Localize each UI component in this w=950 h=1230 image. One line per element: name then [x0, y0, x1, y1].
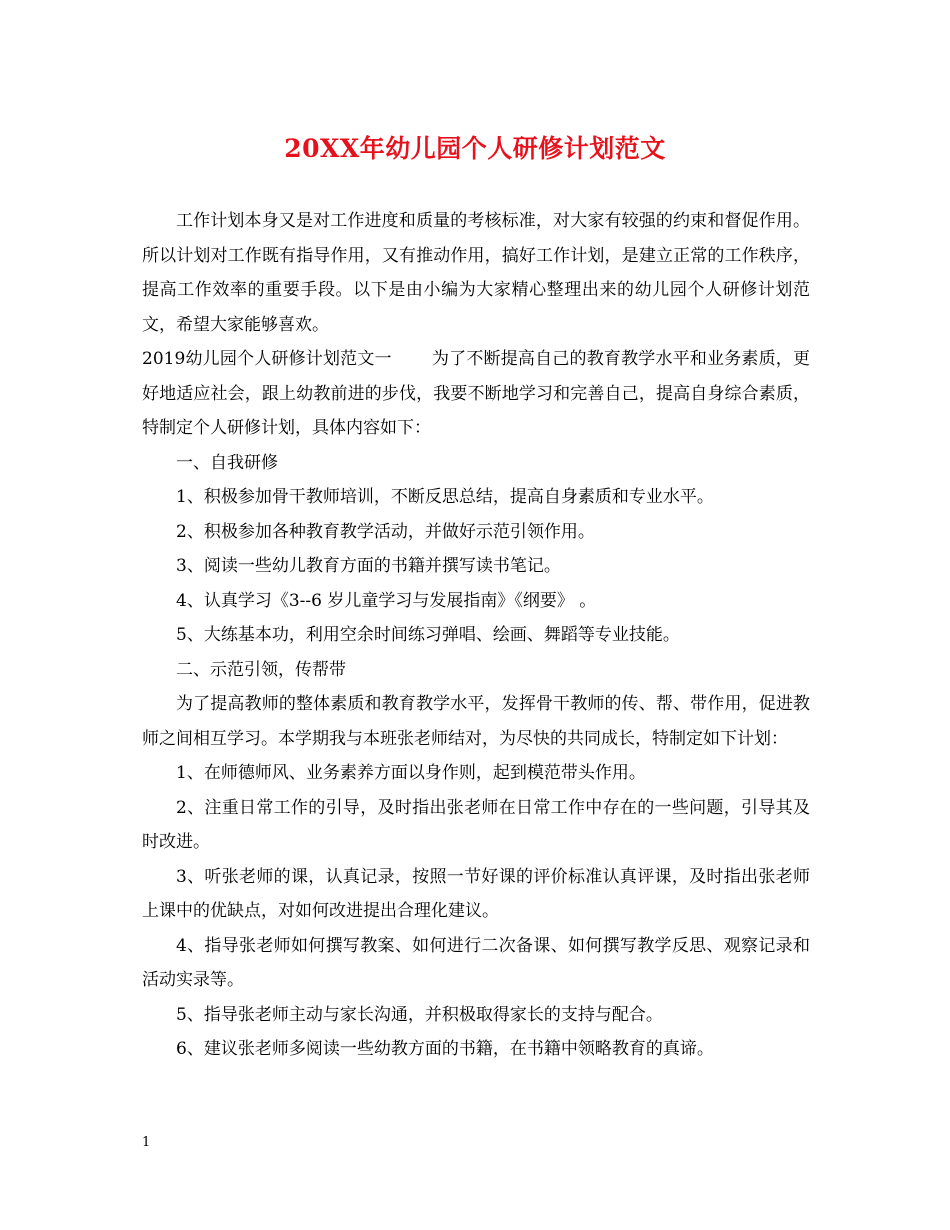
intro-paragraph: 工作计划本身又是对工作进度和质量的考核标准，对大家有较强的约束和督促作用。所以计划对工作既有指导作用，又有推动作用，搞好工作计划，是建立正常的工作秩序，提高工作效率的重要手段。以下是由小编为大家精心整理出来的幼儿园个人研修计划范文，希望大家能够喜欢。: [142, 211, 810, 335]
list-item: 6、建议张老师多阅读一些幼教方面的书籍，在书籍中领略教育的真谛。: [176, 1039, 714, 1059]
section-intro-paragraph: 为了提高教师的整体素质和教育教学水平，发挥骨干教师的传、帮、带作用，促进教师之间相互学习。本学期我与本班张老师结对，为尽快的共同成长，特制定如下计划：: [142, 694, 810, 749]
list-item: 5、大练基本功，利用空余时间练习弹唱、绘画、舞蹈等专业技能。: [176, 625, 680, 645]
document-title: 20XX年幼儿园个人研修计划范文: [284, 134, 666, 163]
list-item: 2、积极参加各种教育教学活动，并做好示范引领作用。: [176, 521, 595, 542]
section-heading: 一、自我研修: [176, 452, 278, 473]
sample-intro: 为了不断提高自己的教育教学水平和业务素质，更好地适应社会，跟上幼教前进的步伐，我要不断地学习和完善自己，提高自身综合素质，特制定个人研修计划，具体内容如下：: [142, 349, 810, 438]
sample-heading: 2019幼儿园个人研修计划范文一: [142, 349, 392, 369]
document-body: [142, 204, 810, 1067]
section-heading: 二、示范引领，传帮带: [176, 659, 346, 680]
list-item: 2、注重日常工作的引导，及时指出张老师在日常工作中存在的一些问题，引导其及时改进。: [142, 797, 810, 852]
list-item: 4、指导张老师如何撰写教案、如何进行二次备课、如何撰写教学反思、观察记录和活动实录等。: [142, 935, 810, 990]
list-item: 3、阅读一些幼儿教育方面的书籍并撰写读书笔记。: [176, 556, 561, 576]
page-number: 1: [142, 1135, 151, 1150]
list-item: 4、认真学习《3--6 岁儿童学习与发展指南》《纲要》 。: [176, 590, 597, 611]
sample-paragraph: [142, 342, 810, 446]
list-item: 3、听张老师的课，认真记录，按照一节好课的评价标准认真评课，及时指出张老师上课中的优缺点，对如何改进提出合理化建议。: [142, 866, 810, 921]
list-item: 5、指导张老师主动与家长沟通，并积极取得家长的支持与配合。: [176, 1004, 663, 1025]
list-item: 1、在师德师风、业务素养方面以身作则，起到模范带头作用。: [176, 763, 646, 783]
list-item: 1、积极参加骨干教师培训，不断反思总结，提高自身素质和专业水平。: [176, 487, 714, 507]
